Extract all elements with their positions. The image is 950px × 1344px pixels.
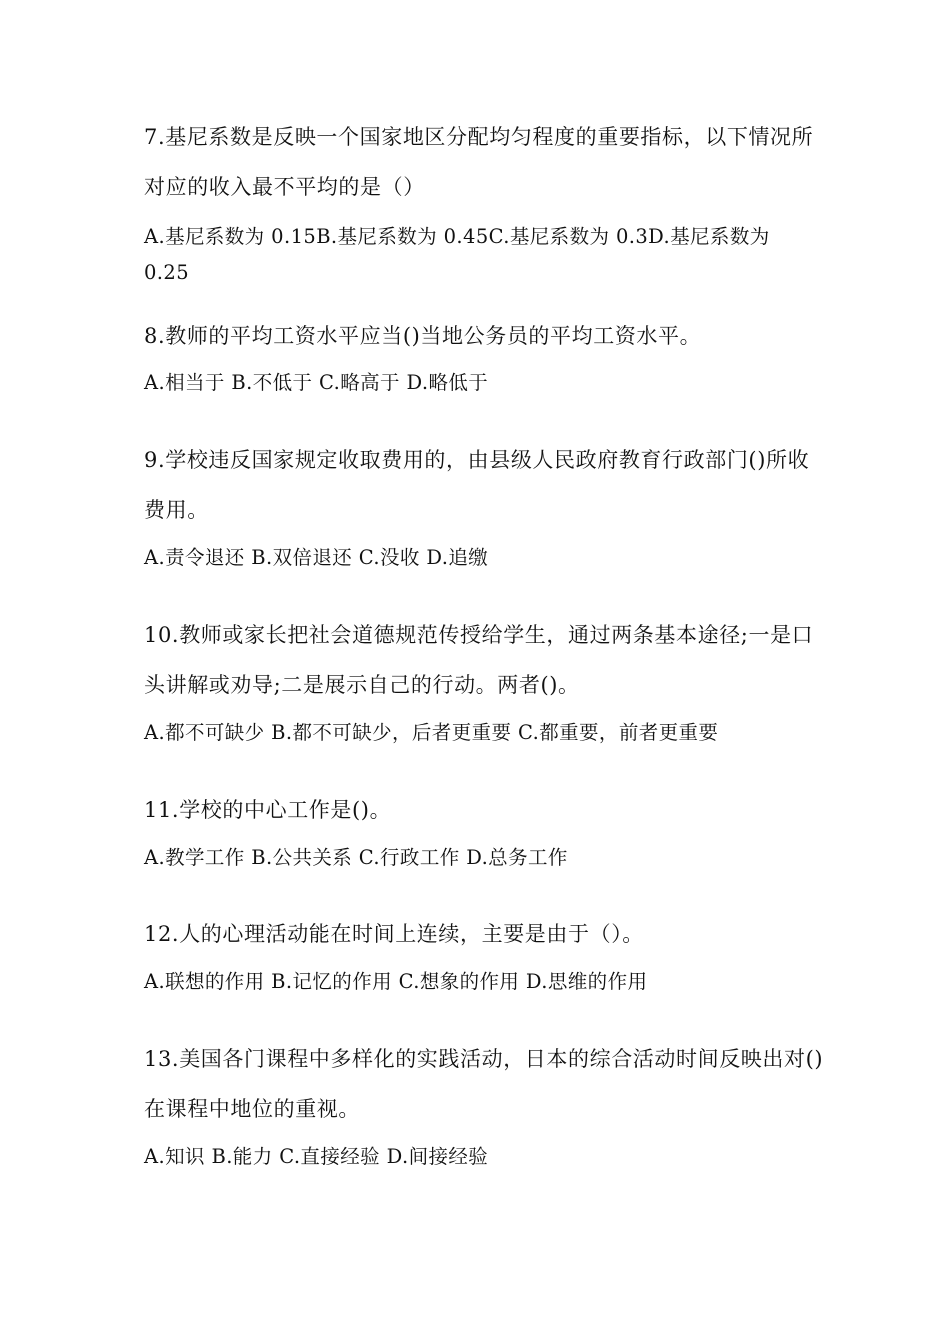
question-text: 在课程中地位的重视。 bbox=[144, 1097, 360, 1121]
question-text: 8.教师的平均工资水平应当()当地公务员的平均工资水平。 bbox=[144, 324, 702, 348]
question-text: 12.人的心理活动能在时间上连续，主要是由于（）。 bbox=[144, 922, 644, 946]
question-text: 10.教师或家长把社会道德规范传授给学生，通过两条基本途径;一是口 bbox=[144, 623, 814, 647]
question-text: 对应的收入最不平均的是（） bbox=[144, 175, 425, 199]
answer-options: A.相当于 B.不低于 C.略高于 D.略低于 bbox=[144, 371, 489, 394]
answer-options: A.都不可缺少 B.都不可缺少，后者更重要 C.都重要，前者更重要 bbox=[144, 721, 719, 744]
answer-options: A.教学工作 B.公共关系 C.行政工作 D.总务工作 bbox=[144, 846, 568, 869]
question-text: 11.学校的中心工作是()。 bbox=[144, 798, 392, 822]
answer-options: A.联想的作用 B.记忆的作用 C.想象的作用 D.思维的作用 bbox=[144, 970, 648, 993]
question-text: 头讲解或劝导;二是展示自己的行动。两者()。 bbox=[144, 673, 580, 697]
answer-options: A.基尼系数为 0.15B.基尼系数为 0.45C.基尼系数为 0.3D.基尼系数为 bbox=[144, 225, 770, 248]
answer-options: A.责令退还 B.双倍退还 C.没收 D.追缴 bbox=[144, 546, 489, 569]
answer-options: A.知识 B.能力 C.直接经验 D.间接经验 bbox=[144, 1145, 489, 1168]
question-text: 费用。 bbox=[144, 498, 209, 522]
question-text: 7.基尼系数是反映一个国家地区分配均匀程度的重要指标，以下情况所 bbox=[144, 125, 814, 149]
question-text: 9.学校违反国家规定收取费用的，由县级人民政府教育行政部门()所收 bbox=[144, 448, 810, 472]
question-text: 13.美国各门课程中多样化的实践活动，日本的综合活动时间反映出对() bbox=[144, 1047, 824, 1071]
answer-options: 0.25 bbox=[144, 261, 190, 284]
